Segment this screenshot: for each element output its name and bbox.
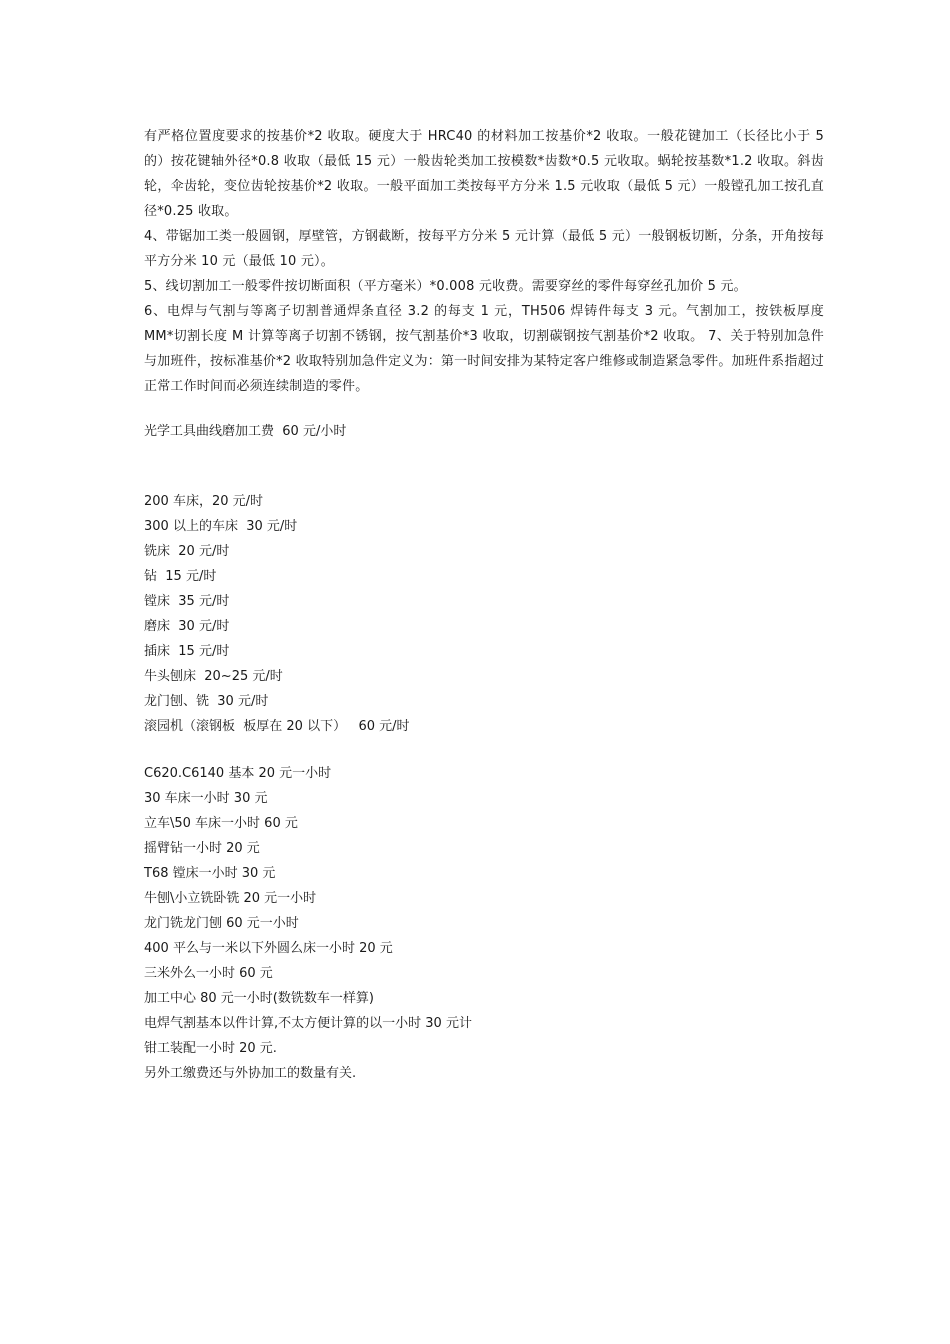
spacer — [144, 399, 824, 419]
machine-rate-item: 插床 15 元/时 — [144, 644, 230, 659]
machine-rate-item: 200 车床，20 元/时 — [144, 494, 263, 509]
machine-rate-item: 磨床 30 元/时 — [144, 619, 230, 634]
hourly-rate-item: 三米外么一小时 60 元 — [144, 966, 273, 981]
machine-rate-item: 镗床 35 元/时 — [144, 594, 230, 609]
machine-rate-item: 龙门刨、铣 30 元/时 — [144, 694, 269, 709]
hourly-rate-item: 牛刨\小立铣卧铣 20 元一小时 — [144, 891, 317, 906]
hourly-rate-list — [144, 761, 824, 1086]
hourly-rate-item: C620.C6140 基本 20 元一小时 — [144, 766, 332, 781]
machine-rate-item: 滚园机（滚钢板 板厚在 20 以下） 60 元/时 — [144, 719, 410, 734]
machine-rate-item: 牛头刨床 20~25 元/时 — [144, 669, 283, 684]
intro-paragraph: 有严格位置度要求的按基价*2 收取。硬度大于 HRC40 的材料加工按基价*2 收取。一般花键加工（长径比小于 5 的）按花键轴外径*0.8 收取（最低 15 元）一般齿轮类加工按模数*齿数*0.5 元收取。蜗轮按基数*1.2 收取。斜齿轮，伞齿轮，变位齿轮按基价*2 收取。一般平面加工类按每平方分米 1.5 元收取（最低 5 元）一般镗孔加工按孔直径*0.25 收取。 — [144, 129, 824, 219]
hourly-rate-item: 立车\50 车床一小时 60 元 — [144, 816, 298, 831]
hourly-rate-item: 400 平么与一米以下外圆么床一小时 20 元 — [144, 941, 393, 956]
rule-6-7-paragraph: 6、电焊与气割与等离子切割普通焊条直径 3.2 的每支 1 元，TH506 焊铸件每支 3 元。气割加工，按铁板厚度 MM*切割长度 M 计算等离子切割不锈钢，按气割基价*3 收取，切割碳钢按气割基价*2 收取。 7、关于特别加急件与加班件，按标准基价*2 收取特别加急件定义为：第一时间安排为某特定客户维修或制造紧急零件。加班件系指超过正常工作时间而必须连续制造的零件。 — [144, 304, 824, 394]
hourly-rate-item: 电焊气割基本以件计算,不太方便计算的以一小时 30 元计 — [144, 1016, 472, 1031]
document-page — [144, 124, 824, 1086]
hourly-rate-item: 钳工装配一小时 20 元. — [144, 1041, 277, 1056]
machine-rate-item: 铣床 20 元/时 — [144, 544, 230, 559]
rule-5-paragraph: 5、线切割加工一般零件按切断面积（平方毫米）*0.008 元收费。需要穿丝的零件每穿丝孔加价 5 元。 — [144, 279, 747, 294]
hourly-rate-item: 加工中心 80 元一小时(数铣数车一样算) — [144, 991, 374, 1006]
hourly-rate-item: 30 车床一小时 30 元 — [144, 791, 268, 806]
spacer — [144, 739, 824, 761]
machine-rate-item: 300 以上的车床 30 元/时 — [144, 519, 298, 534]
machine-rate-item: 钻 15 元/时 — [144, 569, 217, 584]
machine-rate-list — [144, 489, 824, 739]
hourly-rate-item: 另外工缴费还与外协加工的数量有关. — [144, 1066, 357, 1081]
spacer — [144, 444, 824, 489]
hourly-rate-item: 龙门铣龙门刨 60 元一小时 — [144, 916, 299, 931]
optical-rate-line: 光学工具曲线磨加工费 60 元/小时 — [144, 424, 347, 439]
hourly-rate-item: 摇臂钻一小时 20 元 — [144, 841, 260, 856]
rule-4-paragraph: 4、带锯加工类一般圆钢，厚壁管，方钢截断，按每平方分米 5 元计算（最低 5 元）一般钢板切断，分条，开角按每平方分米 10 元（最低 10 元）。 — [144, 229, 824, 269]
hourly-rate-item: T68 镗床一小时 30 元 — [144, 866, 276, 881]
